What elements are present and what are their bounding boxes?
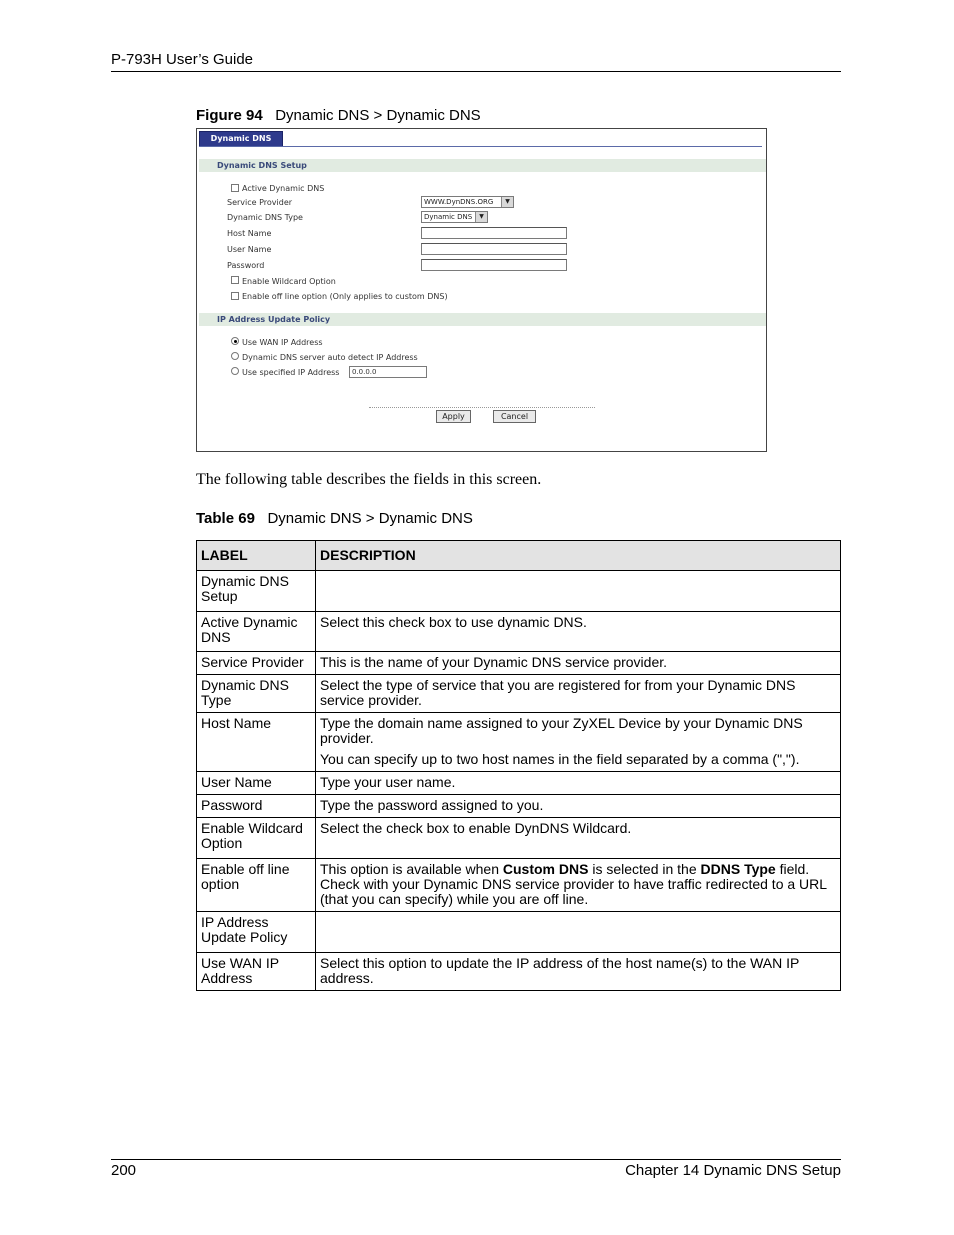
row-description: Select this option to update the IP address of the host name(s) to the WAN IP address. — [316, 953, 841, 991]
cancel-button[interactable]: Cancel — [493, 410, 536, 423]
password-label: Password — [227, 261, 265, 270]
table-row — [197, 953, 841, 991]
header-description: DESCRIPTION — [316, 541, 841, 571]
auto-detect-label: Dynamic DNS server auto detect IP Address — [242, 353, 418, 362]
desc-part: field. Check with your Dynamic DNS service provider to have traffic redirected to a URL (that you can specify) while you are off line. — [320, 861, 827, 907]
row-description: Select the type of service that you are registered for from your Dynamic DNS service provider. — [316, 675, 841, 713]
row-description-p1: Type the domain name assigned to your ZyXEL Device by your Dynamic DNS provider. — [320, 715, 803, 746]
table-row — [197, 818, 841, 859]
table-caption — [196, 510, 473, 527]
button-divider — [369, 407, 595, 408]
chevron-down-icon: ▼ — [475, 212, 487, 222]
use-specified-ip-label: Use specified IP Address — [242, 368, 340, 377]
row-label: Dynamic DNS Setup — [197, 571, 316, 612]
row-description — [316, 912, 841, 953]
row-description: Type your user name. — [316, 772, 841, 795]
table-row — [197, 713, 841, 772]
page-header: P-793H User’s Guide — [111, 51, 254, 68]
description-table — [196, 540, 841, 991]
section-ip-update-policy: IP Address Update Policy — [199, 313, 766, 326]
use-wan-ip-radio[interactable] — [231, 337, 239, 345]
desc-part: This option is available when — [320, 861, 503, 877]
use-wan-ip-label: Use WAN IP Address — [242, 338, 323, 347]
row-description — [316, 859, 841, 912]
row-label: Enable Wildcard Option — [197, 818, 316, 859]
table-row — [197, 912, 841, 953]
figure-title: Dynamic DNS > Dynamic DNS — [275, 107, 481, 124]
password-input[interactable] — [421, 259, 567, 271]
table-row — [197, 652, 841, 675]
desc-bold-ddns-type: DDNS Type — [700, 861, 776, 877]
row-description: This is the name of your Dynamic DNS service provider. — [316, 652, 841, 675]
row-label: Enable off line option — [197, 859, 316, 912]
table-row — [197, 859, 841, 912]
enable-wildcard-checkbox[interactable] — [231, 276, 239, 284]
service-provider-select[interactable] — [421, 196, 514, 208]
figure-number: Figure 94 — [196, 107, 263, 124]
user-name-input[interactable] — [421, 243, 567, 255]
enable-offline-checkbox[interactable] — [231, 292, 239, 300]
chapter-title: Chapter 14 Dynamic DNS Setup — [625, 1162, 841, 1179]
user-name-label: User Name — [227, 245, 272, 254]
row-label: User Name — [197, 772, 316, 795]
row-description — [316, 713, 841, 772]
active-dynamic-dns-checkbox[interactable] — [231, 184, 239, 192]
specified-ip-input[interactable]: 0.0.0.0 — [349, 366, 427, 378]
table-row — [197, 675, 841, 713]
tab-dynamic-dns[interactable]: Dynamic DNS — [199, 131, 283, 147]
row-description: Type the password assigned to you. — [316, 795, 841, 818]
desc-part: is selected in the — [588, 861, 701, 877]
host-name-input[interactable] — [421, 227, 567, 239]
header-rule — [111, 71, 841, 72]
enable-offline-label: Enable off line option (Only applies to custom DNS) — [242, 292, 448, 301]
tab-underline — [199, 146, 762, 147]
row-label: IP Address Update Policy — [197, 912, 316, 953]
table-header-row — [197, 541, 841, 571]
row-description-p2: You can specify up to two host names in the field separated by a comma (","). — [320, 751, 800, 767]
row-description — [316, 571, 841, 612]
page-number: 200 — [111, 1162, 137, 1179]
row-label: Dynamic DNS Type — [197, 675, 316, 713]
row-label: Use WAN IP Address — [197, 953, 316, 991]
footer-rule — [111, 1159, 841, 1160]
table-row — [197, 772, 841, 795]
auto-detect-radio[interactable] — [231, 352, 239, 360]
service-provider-value: WWW.DynDNS.ORG — [424, 198, 494, 206]
row-label: Active Dynamic DNS — [197, 612, 316, 652]
chevron-down-icon: ▼ — [501, 197, 513, 207]
table-number: Table 69 — [196, 510, 255, 527]
dns-type-value: Dynamic DNS — [424, 213, 473, 221]
dynamic-dns-screenshot — [196, 128, 767, 452]
row-description: Select the check box to enable DynDNS Wildcard. — [316, 818, 841, 859]
header-label: LABEL — [197, 541, 316, 571]
row-label: Service Provider — [197, 652, 316, 675]
apply-button[interactable]: Apply — [436, 410, 471, 423]
table-row — [197, 571, 841, 612]
figure-caption — [196, 107, 481, 124]
active-dynamic-dns-label: Active Dynamic DNS — [242, 184, 325, 193]
row-label: Password — [197, 795, 316, 818]
use-specified-ip-radio[interactable] — [231, 367, 239, 375]
host-name-label: Host Name — [227, 229, 272, 238]
dns-type-select[interactable] — [421, 211, 488, 223]
intro-text: The following table describes the fields in this screen. — [196, 471, 542, 488]
row-description: Select this check box to use dynamic DNS. — [316, 612, 841, 652]
enable-wildcard-label: Enable Wildcard Option — [242, 277, 336, 286]
section-dynamic-dns-setup: Dynamic DNS Setup — [199, 159, 766, 172]
desc-bold-custom-dns: Custom DNS — [502, 861, 589, 877]
table-title: Dynamic DNS > Dynamic DNS — [267, 510, 473, 527]
table-row — [197, 612, 841, 652]
table-row — [197, 795, 841, 818]
row-label: Host Name — [197, 713, 316, 772]
dns-type-label: Dynamic DNS Type — [227, 213, 303, 222]
service-provider-label: Service Provider — [227, 198, 293, 207]
